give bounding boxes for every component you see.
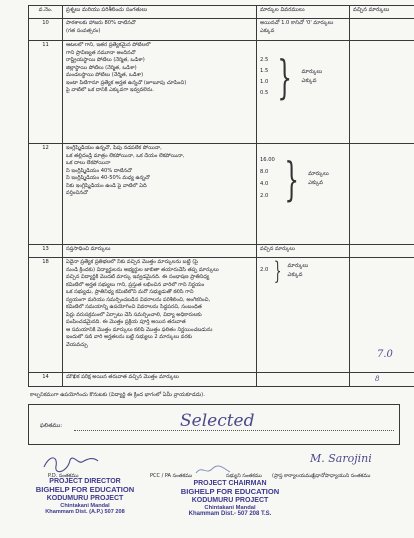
table-row bbox=[29, 245, 414, 258]
question-line: (గత సంవత్సరం) bbox=[66, 27, 101, 34]
question-line: ఒక తల్లిదండ్రి మాత్రం లేకపోయినా, ఒక దేయం లేకపోయినా, bbox=[66, 152, 185, 159]
marks-note: ఎక్కువ bbox=[287, 272, 303, 278]
row-question bbox=[63, 373, 257, 387]
row-number: 14 bbox=[29, 373, 63, 387]
stamp-line: Khammam Dist.- 507 208 T.S. bbox=[188, 511, 272, 518]
brace-symbol: } bbox=[284, 151, 299, 206]
table-row bbox=[29, 258, 414, 373]
question-line: ఆటలలో గాని, ఇతర ప్రత్యేకమైన పోటీలలో bbox=[66, 42, 151, 48]
question-line: ఒక దాలు లేకపోయినా bbox=[66, 160, 111, 167]
stamp-line: Khammam Dist. (A.P.) 507 208 bbox=[45, 509, 125, 516]
chairman-stamp bbox=[160, 480, 300, 518]
result-label: ఫలితము: bbox=[40, 423, 63, 429]
question-line: పై వాటిలో ఒక దానికి ఎక్కువగా ఇవ్వవలెను. bbox=[66, 87, 154, 94]
row-marks bbox=[350, 144, 414, 245]
question-line: జిల్లాస్థాయి పోటీలు (నేర్మిత, ఒడిశా) bbox=[66, 64, 137, 71]
chair-label: ప్రధానోపాధ్యాయుని సంతకము bbox=[312, 473, 371, 479]
score-values bbox=[260, 50, 346, 104]
row-details: అయినచో 1.0 కానిచో '0' మార్కులు ఎక్కువ bbox=[257, 19, 350, 41]
result-value: Selected bbox=[180, 411, 255, 431]
score-value: 0.5 bbox=[260, 89, 269, 96]
stamp-line: KODUMURU PROJECT bbox=[46, 494, 124, 502]
score-value: 16.00 bbox=[260, 157, 275, 163]
row-details bbox=[257, 144, 350, 245]
row-question bbox=[63, 258, 257, 373]
stamp-line: Chintakani Mandal bbox=[60, 502, 110, 509]
question-line: పేర్లు వరుసక్రమంలో ఏర్పాటు చేసి సమర్పించాలి, విద్యా అధికారులకు bbox=[66, 311, 202, 318]
member-label: సభ్యుని సంతకము bbox=[226, 473, 262, 479]
marks-note: మార్కులు bbox=[308, 171, 329, 178]
row-number: 13 bbox=[29, 245, 63, 258]
row-marks bbox=[350, 41, 414, 144]
row-number: 10 bbox=[29, 19, 63, 41]
question-line: వేయవచ్చు bbox=[66, 341, 88, 348]
question-line: ఆ సమయానికి మొత్తం మార్కులు కలిపి మొత్తం ఫలితం నిర్ణయించబడును bbox=[66, 326, 213, 333]
row-details: వచ్చిన మార్కులు bbox=[257, 245, 350, 258]
stamp-line: Chintakani Mandal bbox=[204, 504, 256, 511]
question-line: ఒక సభ్యుడు, ప్రాతినిధ్య కమిటీలోని మరో సభ్యుడుతో కలిసి గాని bbox=[66, 289, 194, 296]
question-line: ఇందులో సబ్ వారి అర్హతలను బట్టి సభ్యులు 2 మార్కులు వరకు bbox=[66, 334, 193, 341]
table-row bbox=[29, 19, 414, 41]
table-row bbox=[29, 373, 414, 387]
question-line: మండలస్థాయి పోటీలు (నేర్మిత, ఒడిశా) bbox=[66, 72, 144, 79]
row-details bbox=[257, 41, 350, 144]
chair-signature: M. Sarojini bbox=[310, 452, 372, 465]
question-line: రాష్ట్రీయస్థాయి పోటీలు (నేర్మిత, ఒడిశా) bbox=[66, 57, 145, 64]
row-question bbox=[63, 245, 257, 258]
question-line: మౌఖిక పరీక్ష అయిన తరువాత వచ్చిన మొత్తం మార్కులు bbox=[66, 374, 179, 380]
score-value: 4.0 bbox=[260, 180, 269, 187]
handwritten-total: 8 bbox=[375, 375, 380, 383]
header-marks: వచ్చిన మార్కులు bbox=[350, 6, 414, 19]
brace-symbol: } bbox=[274, 257, 282, 285]
officer-label: P.D. సంతకము bbox=[48, 473, 79, 479]
question-line: పాఠశాలకు హాజరు 80% దాటినచో bbox=[66, 20, 136, 26]
score-value: 2.5 bbox=[260, 57, 269, 64]
header-question: ప్రశ్నలు మరియు పరిశీలించు సంగతులు bbox=[63, 6, 257, 19]
question-line: సప్తసాధించి మార్కులు bbox=[66, 246, 111, 252]
row-marks bbox=[350, 373, 414, 387]
director-stamp bbox=[20, 478, 150, 516]
question-line: కమిటీలో సమయాన్ని ఉపయోగించి వివరాలను సిద్ధపరచి, సంబంధిత bbox=[66, 304, 202, 311]
question-line: వర్తించినచో bbox=[66, 190, 88, 197]
question-line: ఇంగ్లీష్మీడియం ఉన్నచో, పీపు నడపలేక పోయినా, bbox=[66, 145, 162, 151]
question-line: నీకు ఇంగ్లీష్మీడియం ఉండి పై వాటిలో ఏది bbox=[66, 182, 147, 189]
row-marks bbox=[350, 19, 414, 41]
table-header-row bbox=[29, 6, 414, 19]
score-values bbox=[260, 151, 346, 206]
question-line: నీ ఇంగ్లీష్మీడియం 40-50% మధ్య ఉన్నచో bbox=[66, 175, 150, 182]
row-number: 18 bbox=[29, 258, 63, 373]
stamp-line: BIGHELP FOR EDUCATION bbox=[35, 485, 135, 495]
question-line: ఏదైనా ప్రత్యేక ప్రతిభలలో నీకు వచ్చిన మొత్తం మార్కులను బట్టి (పై bbox=[66, 259, 198, 265]
table-row bbox=[29, 41, 414, 144]
question-line: వచ్చిన విద్యార్థికి మొదటి మార్కు ఇవ్వడమైనది. ఈ సంభాషణ ప్రాతినిధ్య bbox=[66, 274, 210, 281]
row-number: 12 bbox=[29, 144, 63, 245]
header-details: మార్కుల వివరములు bbox=[257, 6, 350, 19]
header-no: వ.నెం. bbox=[29, 6, 63, 19]
question-line: కమిటీలో అర్హత సభ్యులు గాని, ప్రస్తుత లభించిన వారిలో గాని నిర్ణయం bbox=[66, 281, 205, 288]
director-signature bbox=[40, 452, 102, 474]
row-details bbox=[257, 258, 350, 373]
row-number: 11 bbox=[29, 41, 63, 144]
row-question bbox=[63, 144, 257, 245]
table-row bbox=[29, 144, 414, 245]
row-marks bbox=[350, 245, 414, 258]
question-line: పంపించడమైనది. ఈ మొత్తం ప్రక్రియ పూర్తి అయిన తరువాత bbox=[66, 319, 186, 326]
stamp-line: PROJECT CHAIRMAN bbox=[193, 480, 267, 487]
pcc-label: PCC / PA సంతకము bbox=[150, 473, 193, 479]
member-sub-label: (ప్రాప్త కార్యాలయము) bbox=[272, 473, 315, 479]
marks-note: మార్కులు bbox=[301, 69, 323, 76]
scoring-table bbox=[28, 5, 414, 387]
question-line: స్వయంగా మరియు సమర్పించబడిన వివరాలను పరిశీలించి, అంగీకరించి, bbox=[66, 296, 211, 303]
row-question bbox=[63, 19, 257, 41]
question-line: ఇంటా పిటిగానూ ప్రత్యేక అర్హత ఉన్నచో (జూబూపు చూపించి) bbox=[66, 79, 187, 86]
stamp-line: BIGHELP FOR EDUCATION bbox=[180, 487, 280, 497]
handwritten-marks: 7.0 bbox=[377, 349, 393, 360]
score-value: 8.0 bbox=[260, 168, 269, 175]
stamp-line: KODUMURU PROJECT bbox=[191, 496, 269, 504]
score-value: 2.0 bbox=[260, 267, 269, 274]
score-value: 1.0 bbox=[260, 79, 269, 85]
row-details bbox=[257, 373, 350, 387]
row-question bbox=[63, 41, 257, 144]
question-line: నుండి క్రిందకు) విద్యార్థులను అభ్యర్థుల జాబితా తయారుచేసి తప్ప మార్కులు bbox=[66, 266, 219, 273]
row-marks bbox=[350, 258, 414, 373]
question-line: నీ ఇంగ్లీష్మీడియం 40% దాటినచో bbox=[66, 167, 132, 174]
instruction-note: కాల్పనికముగా ఉపయోగించు కొనుటకు (విద్యార్థి ఈ క్రింద భాగంలో ఏమీ వ్రాయకూడదు). bbox=[30, 392, 205, 398]
stamp-line: PROJECT DIRECTOR bbox=[49, 478, 121, 485]
score-values bbox=[260, 259, 346, 283]
score-value: 1.5 bbox=[260, 68, 269, 75]
question-line: గాని ప్రావీణ్యత నమూనా అందినచో bbox=[66, 49, 136, 56]
marks-note: ఎక్కువ bbox=[301, 78, 317, 84]
brace-symbol: } bbox=[277, 50, 293, 104]
marks-note: ఎక్కువ bbox=[308, 179, 324, 186]
marks-note: మార్కులు bbox=[287, 263, 309, 270]
score-value: 2.0 bbox=[260, 192, 269, 199]
